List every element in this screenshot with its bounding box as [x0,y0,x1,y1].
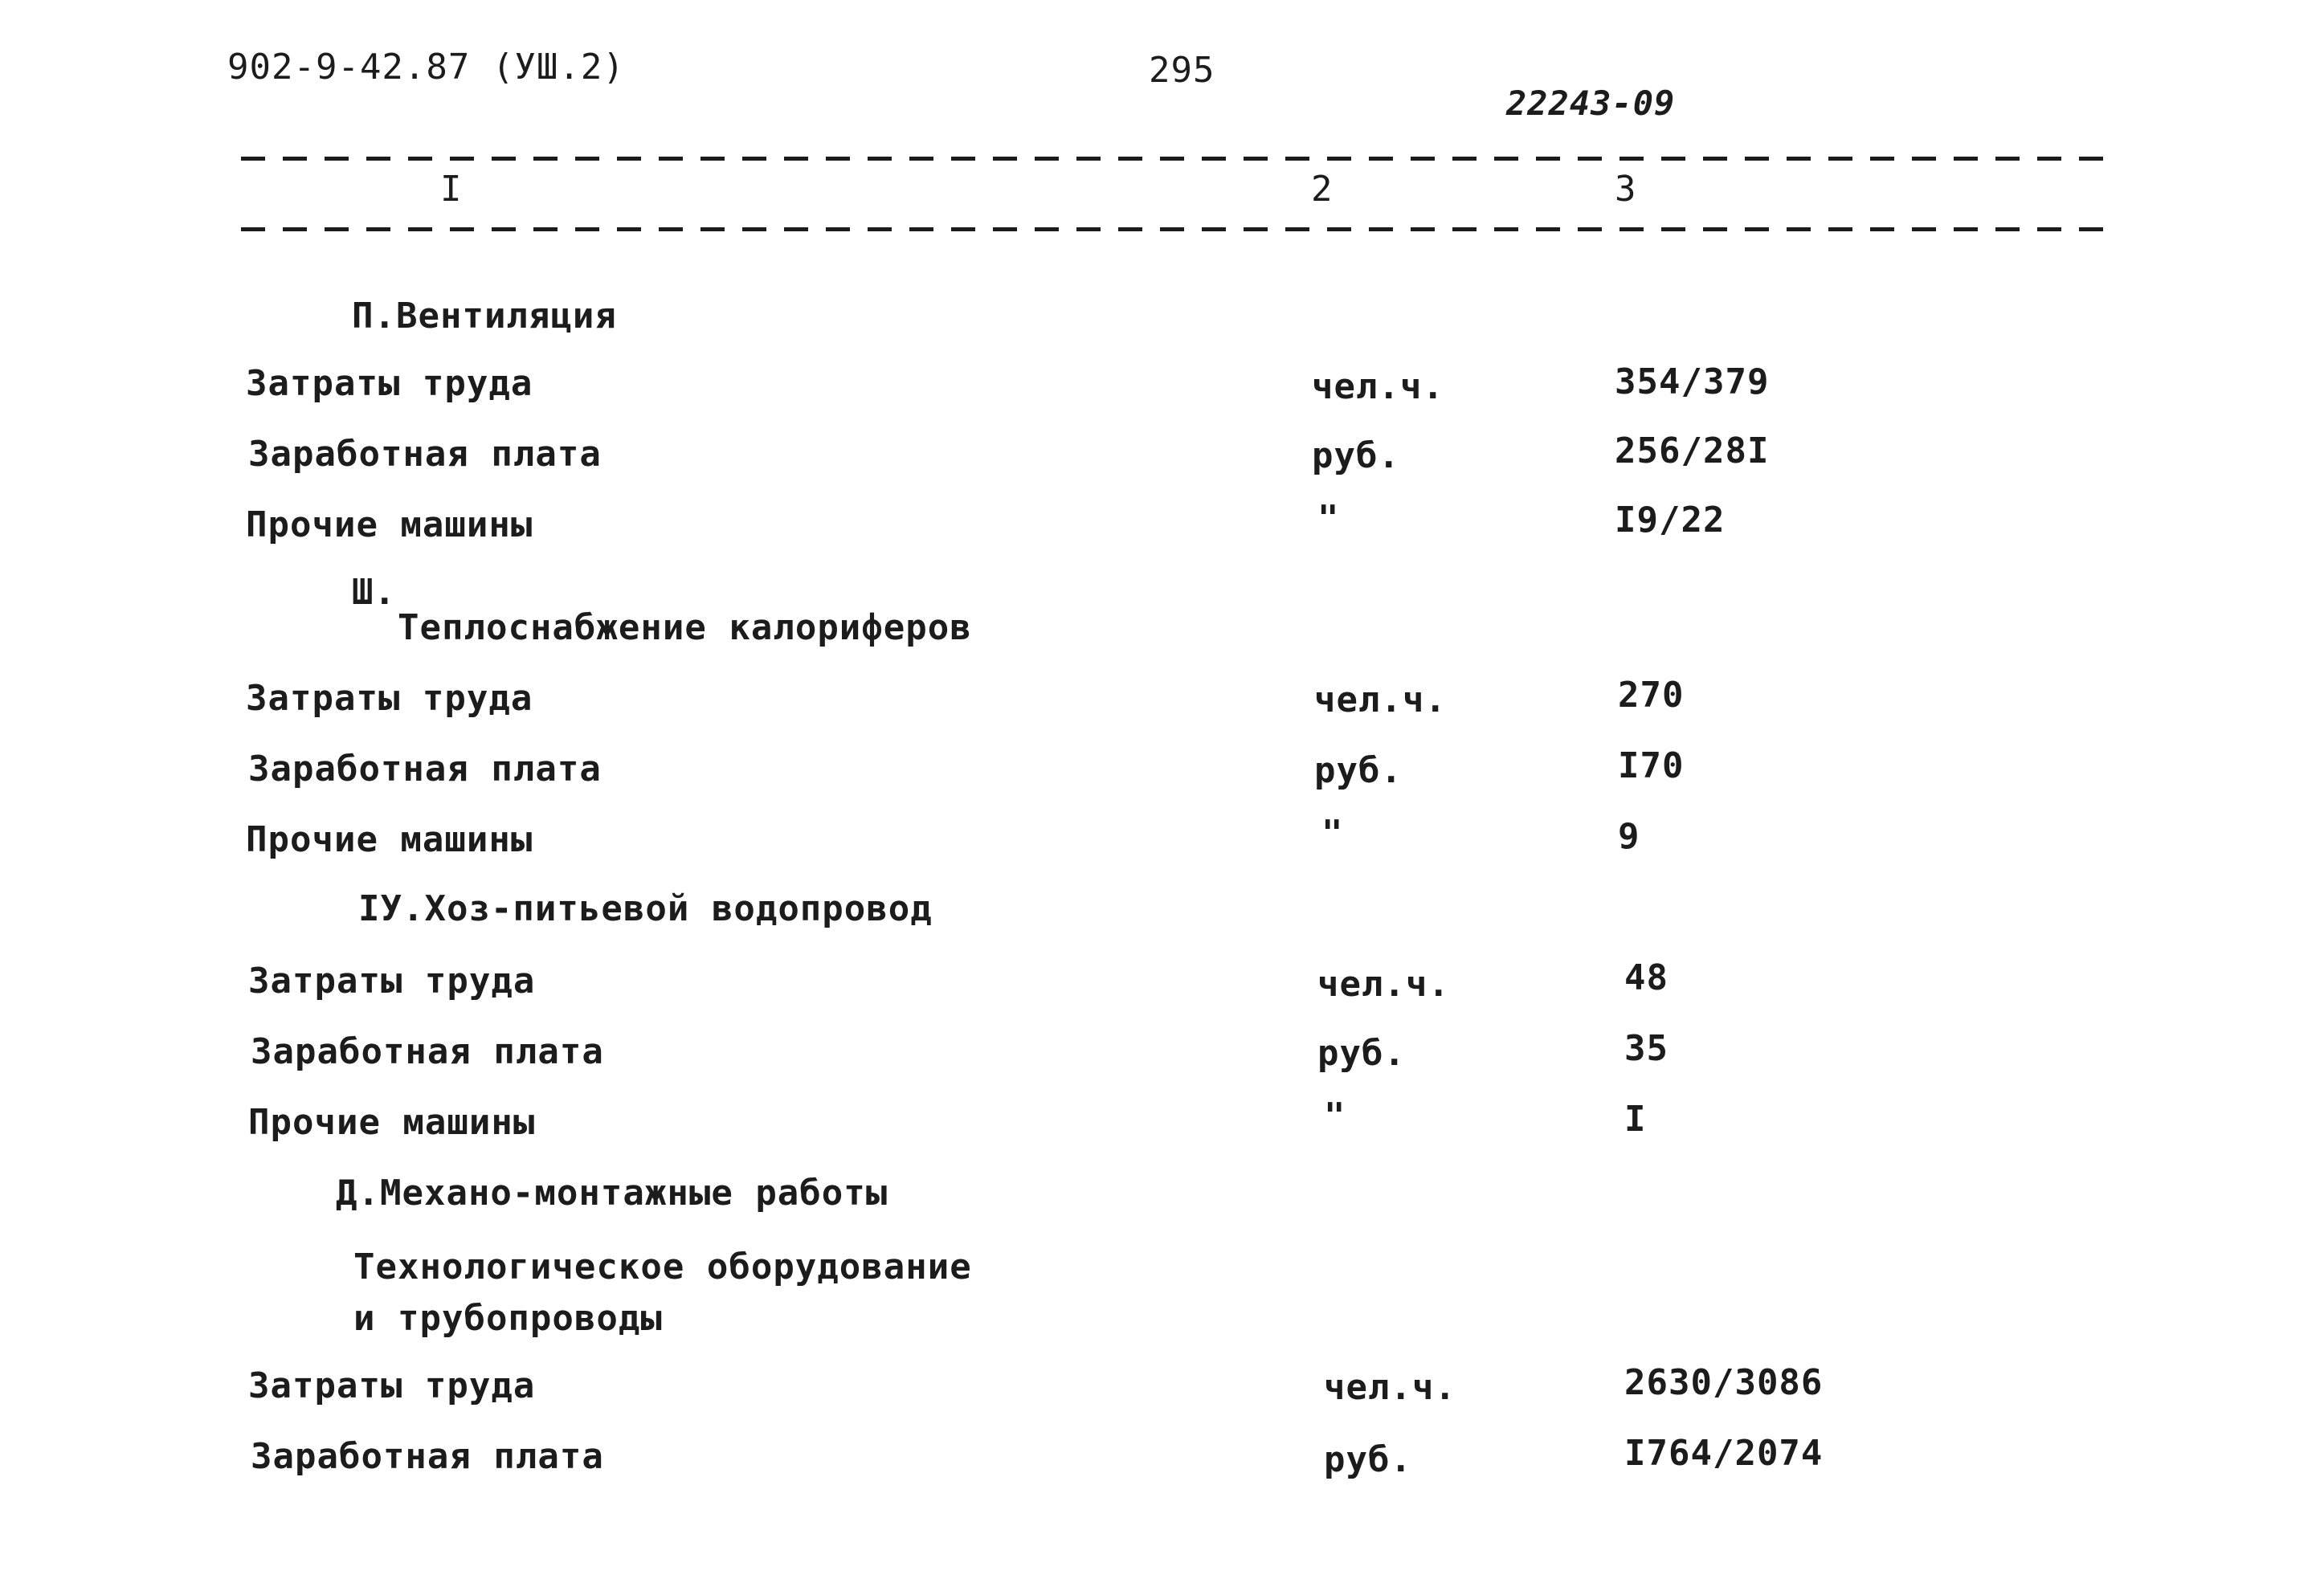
row-value: 35 [1624,1028,1668,1069]
row-unit: чел.ч. [1314,679,1447,720]
row-unit: чел.ч. [1317,964,1450,1005]
row-unit: руб. [1314,750,1403,791]
column-header-1: I [440,169,463,210]
row-unit: " [1324,1096,1346,1136]
table-top-rule [241,157,2113,161]
row-unit: чел.ч. [1312,366,1444,407]
row-value: 270 [1618,675,1685,716]
row-label: Затраты труда [246,363,533,404]
row-label: Прочие машины [246,504,533,545]
row-unit: чел.ч. [1324,1367,1456,1408]
section-title: Теплоснабжение калориферов [398,607,972,648]
section-title: Д.Механо-монтажные работы [336,1173,888,1214]
column-header-3: 3 [1615,169,1637,210]
row-unit: " [1317,498,1340,539]
section-number: Ш. [352,572,396,613]
document-code: 902-9-42.87 (УШ.2) [227,47,625,88]
row-label: Затраты труда [248,961,536,1002]
row-value: 2630/3086 [1624,1362,1824,1403]
row-label: Затраты труда [246,678,533,719]
table-header-rule [241,227,2113,231]
row-unit: руб. [1324,1439,1412,1480]
row-label: Заработная плата [251,1031,604,1072]
row-label: Заработная плата [248,749,602,790]
section-subtitle: Технологическое оборудование [353,1247,972,1287]
section-title: IУ.Хоз-питьевой водопровод [358,888,933,929]
section-subtitle: и трубопроводы [353,1298,663,1339]
row-value: I764/2074 [1624,1433,1824,1474]
row-label: Затраты труда [248,1365,536,1406]
row-label: Прочие машины [248,1102,536,1143]
row-label: Прочие машины [246,819,533,860]
row-unit: руб. [1317,1033,1406,1074]
row-unit: " [1321,813,1344,854]
page-number: 295 [1149,50,1215,91]
row-unit: руб. [1312,435,1400,476]
row-value: I [1624,1099,1647,1140]
row-value: I9/22 [1615,500,1726,541]
row-value: I70 [1618,745,1685,786]
row-label: Заработная плата [251,1436,604,1477]
row-value: 256/28I [1615,430,1770,471]
document-stamp: 22243-09 [1506,84,1676,123]
row-value: 354/379 [1615,361,1770,402]
row-value: 48 [1624,957,1668,998]
row-value: 9 [1618,816,1640,857]
column-header-2: 2 [1311,169,1334,210]
row-label: Заработная плата [248,434,602,475]
section-title: П.Вентиляция [352,296,617,337]
